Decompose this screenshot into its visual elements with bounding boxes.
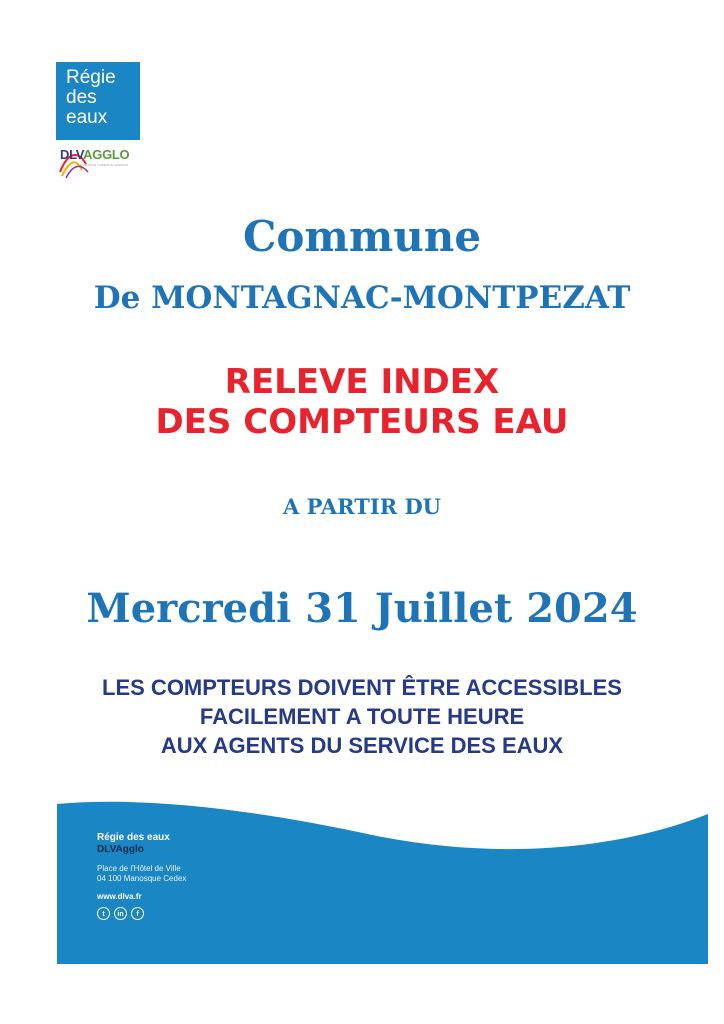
linkedin-icon[interactable]: in — [114, 907, 127, 920]
footer-subtitle: DLVAgglo — [97, 844, 144, 855]
logo-line-2: des — [66, 87, 97, 108]
regie-des-eaux-logo — [56, 62, 140, 140]
footer-contact-block — [97, 832, 186, 920]
footer-address-line-1: Place de l'Hôtel de Ville — [97, 864, 181, 873]
logo-line-1: Régie — [66, 67, 116, 88]
footer-address — [97, 864, 186, 884]
twitter-icon[interactable]: t — [97, 907, 110, 920]
access-notice-line-3: AUX AGENTS DU SERVICE DES EAUX — [160, 733, 564, 758]
dlv-label: DLV — [60, 147, 84, 162]
logo-line-3: eaux — [66, 107, 108, 128]
from-label: A PARTIR DU — [283, 494, 441, 519]
notice-title-line-1: RELEVE INDEX — [224, 362, 500, 402]
access-notice — [0, 673, 724, 760]
facebook-icon[interactable]: f — [131, 907, 144, 920]
agglo-label: AGGLO — [83, 147, 130, 162]
dlvagglo-wordmark — [60, 147, 129, 162]
commune-heading: Commune — [242, 212, 482, 261]
access-notice-line-1: LES COMPTEURS DOIVENT ÊTRE ACCESSIBLES — [102, 675, 622, 700]
municipality-name: De MONTAGNAC-MONTPEZAT — [93, 280, 631, 316]
footer-title: Régie des eaux — [97, 832, 170, 843]
footer-address-line-2: 04 100 Manosque Cedex — [97, 874, 187, 883]
social-links — [97, 907, 186, 920]
reading-date: Mercredi 31 Juillet 2024 — [86, 585, 638, 632]
access-notice-line-2: FACILEMENT A TOUTE HEURE — [199, 704, 525, 729]
footer-website-link[interactable]: www.dlva.fr — [97, 892, 142, 901]
meter-reading-notice — [0, 362, 724, 442]
notice-title-line-2: DES COMPTEURS EAU — [155, 402, 569, 442]
agglo-tagline: DURANCE LUBERON VERDON — [80, 163, 129, 167]
